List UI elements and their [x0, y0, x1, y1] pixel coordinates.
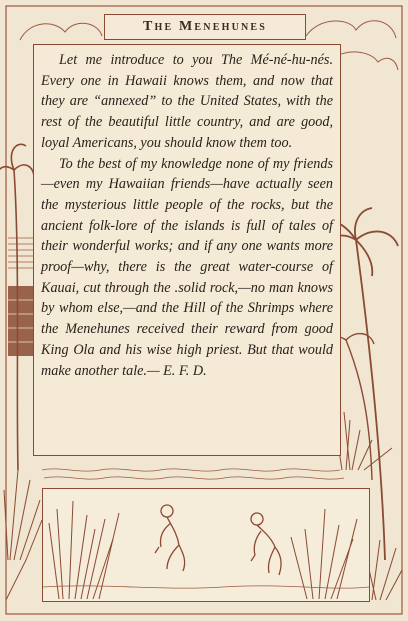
paragraph-1: Let me introduce to you The Mé-né-hu-nés. Every one in Hawaii knows them, and now that they are “annexed” to the United States, with the rest of the beautiful little country, and are good, loyal Americans, you should know them too.	[41, 52, 333, 151]
waves	[42, 469, 344, 479]
menehunes-scene	[43, 489, 369, 601]
bottom-illustration-panel	[42, 488, 370, 602]
menehune-figure-icon	[155, 505, 185, 571]
paragraph-2: To the best of my knowledge none of my friends—even my Hawaiian friends—have actually seen the mysterious little people of the rocks, but the ancient folk-lore of the islands is full of tales of their wonderful works; and if any one wants more proof—why, there is the great water-course of Kauai, cut through the .solid rock,—no man knows by whom else,—and the Hill of the Shrimps where the Menehunes received their reward from good King Ola and his wise high priest. But that would make another tale.— E. F. D.	[41, 155, 333, 379]
body-text	[41, 50, 333, 381]
menehune-figure-icon	[251, 513, 281, 575]
page-title: The Menehunes	[142, 19, 268, 34]
left-hill-hatching	[8, 238, 33, 268]
bottom-left-grass	[4, 470, 42, 600]
left-water	[8, 286, 34, 356]
right-grass	[336, 412, 392, 470]
grass-icon	[49, 501, 119, 599]
title-box	[104, 14, 306, 40]
grass-icon	[291, 509, 357, 599]
